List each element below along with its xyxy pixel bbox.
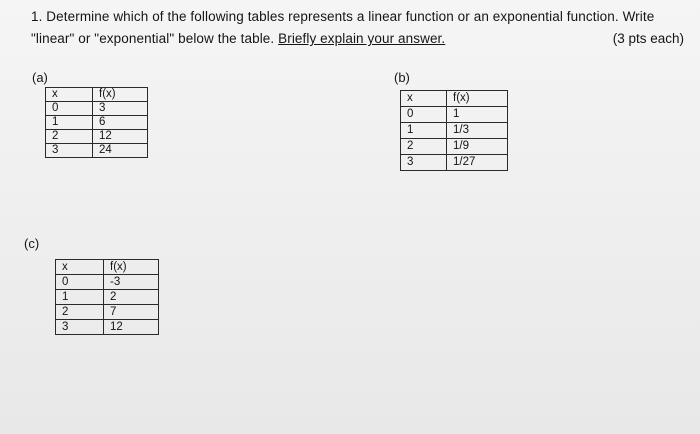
cell-x: 1 (56, 290, 104, 305)
cell-x: 3 (56, 320, 104, 335)
question-line-1: 1. Determine which of the following tables represents a linear function or an exponential function. Write (31, 9, 655, 24)
table-header-row (56, 260, 159, 275)
header-x: x (401, 91, 447, 107)
cell-x: 0 (56, 275, 104, 290)
cell-x: 0 (401, 107, 447, 123)
cell-fx: 1 (447, 107, 508, 123)
header-fx: f(x) (104, 260, 159, 275)
header-x: x (56, 260, 104, 275)
cell-x: 2 (56, 305, 104, 320)
cell-x: 1 (46, 116, 93, 130)
cell-fx: 12 (104, 320, 159, 335)
table-row (46, 116, 148, 130)
header-fx: f(x) (93, 88, 148, 102)
table-row (56, 305, 159, 320)
header-fx: f(x) (447, 91, 508, 107)
cell-fx: 12 (93, 130, 148, 144)
table-row (56, 275, 159, 290)
table-a (45, 87, 148, 158)
cell-fx: 1/27 (447, 155, 508, 171)
question-instruction-underlined: Briefly explain your answer. (278, 31, 446, 46)
table-row (56, 320, 159, 335)
table-c (55, 259, 159, 335)
question-line-2-text: "linear" or "exponential" below the table. (31, 31, 279, 46)
cell-x: 2 (46, 130, 93, 144)
points-label: (3 pts each) (612, 31, 684, 46)
table-row (401, 139, 508, 155)
cell-fx: 2 (104, 290, 159, 305)
table-row (46, 130, 148, 144)
cell-fx: 1/3 (447, 123, 508, 139)
cell-fx: 6 (93, 116, 148, 130)
cell-x: 3 (401, 155, 447, 171)
table-row (401, 107, 508, 123)
cell-x: 1 (401, 123, 447, 139)
table-header-row (401, 91, 508, 107)
table-row (46, 144, 148, 158)
table-row (401, 155, 508, 171)
table-row (401, 123, 508, 139)
question-line-2 (31, 31, 445, 46)
table-row (56, 290, 159, 305)
part-b-label: (b) (394, 70, 410, 85)
part-c-label: (c) (24, 236, 40, 251)
table-row (46, 102, 148, 116)
part-a-label: (a) (32, 70, 48, 85)
cell-x: 2 (401, 139, 447, 155)
header-x: x (46, 88, 93, 102)
cell-fx: 1/9 (447, 139, 508, 155)
table-header-row (46, 88, 148, 102)
cell-fx: -3 (104, 275, 159, 290)
cell-fx: 24 (93, 144, 148, 158)
cell-x: 3 (46, 144, 93, 158)
cell-fx: 3 (93, 102, 148, 116)
table-b (400, 90, 508, 171)
cell-fx: 7 (104, 305, 159, 320)
cell-x: 0 (46, 102, 93, 116)
